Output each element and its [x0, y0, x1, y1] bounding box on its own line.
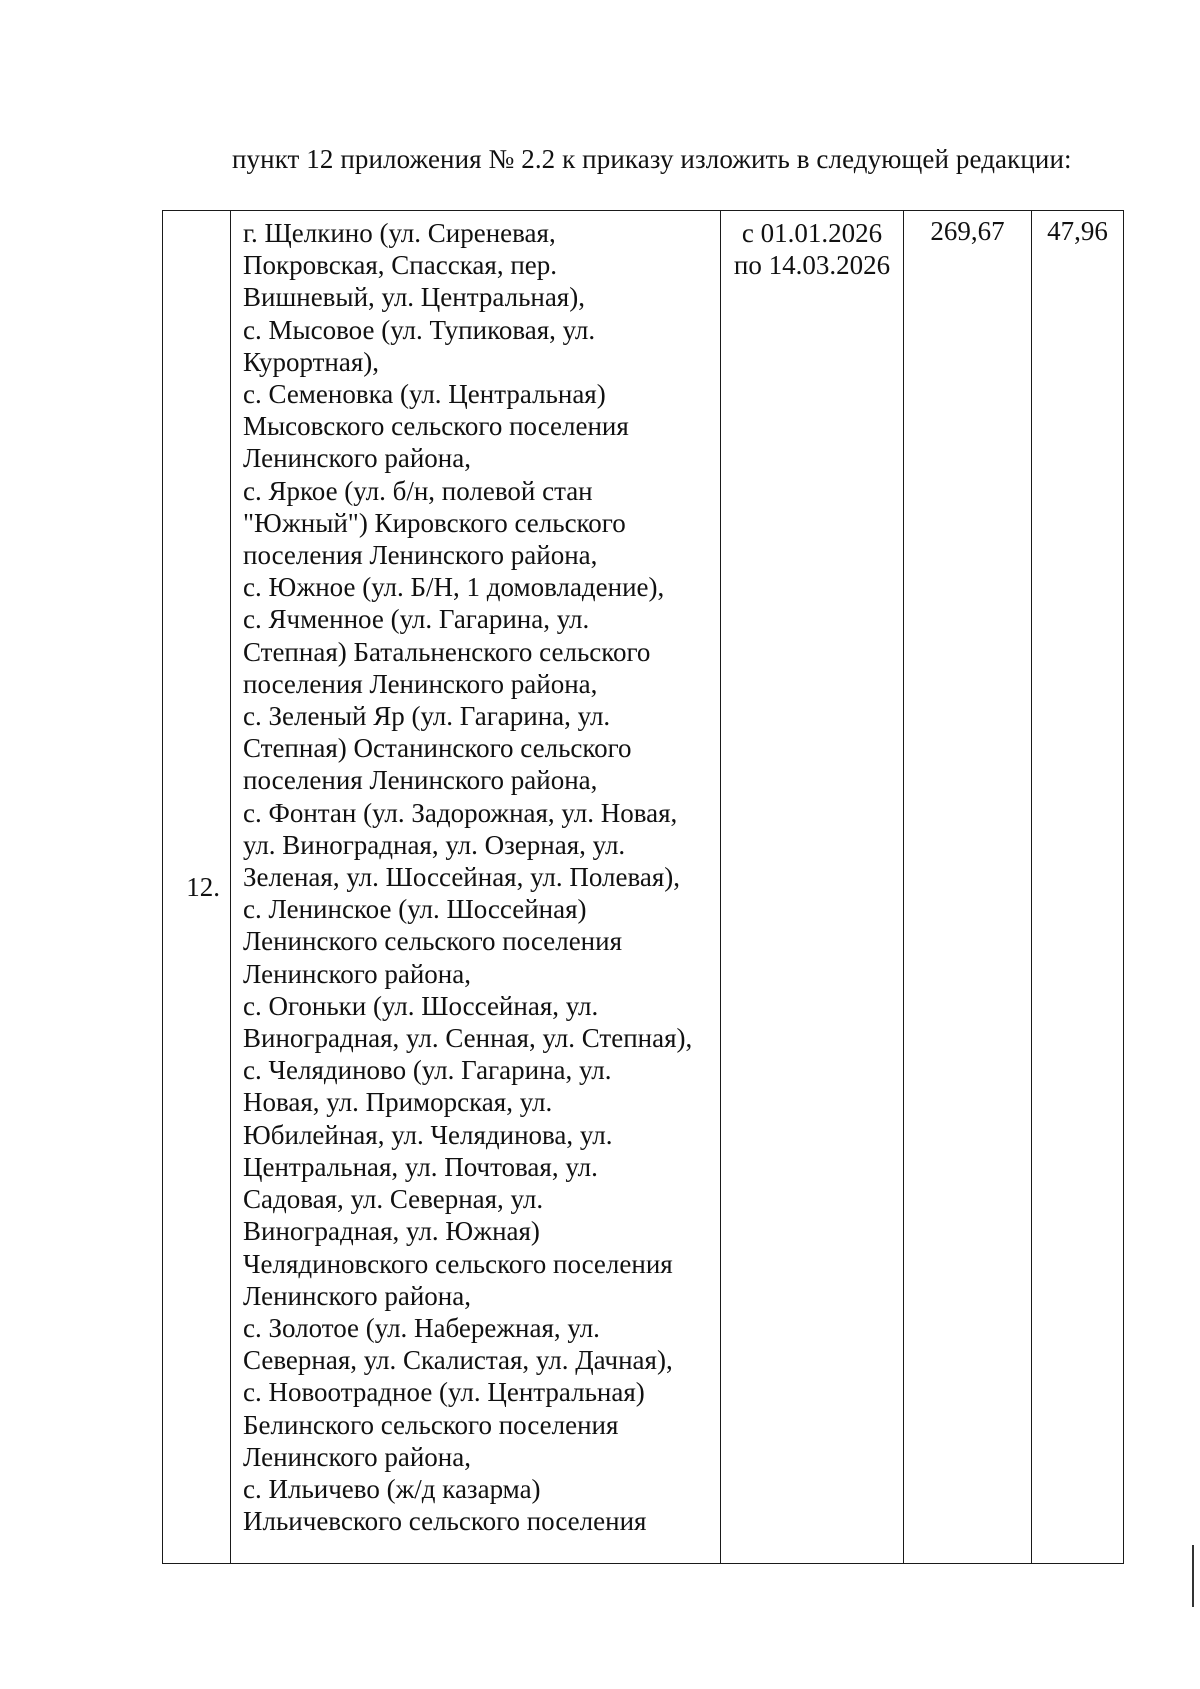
- address-line: с. Огоньки (ул. Шоссейная, ул.: [243, 990, 599, 1021]
- address-line: Белинского сельского поселения: [243, 1409, 619, 1440]
- address-line: Ленинского района,: [243, 443, 471, 474]
- address-line: Ильичевского сельского поселения: [243, 1506, 647, 1537]
- value-1-cell: 269,67: [904, 211, 1032, 1564]
- address-line: с. Мысовое (ул. Тупиковая, ул.: [243, 314, 596, 345]
- address-line: поселения Ленинского района,: [243, 540, 598, 571]
- address-line: Вишневый, ул. Центральная),: [243, 282, 585, 313]
- period-from: с 01.01.2026: [741, 218, 883, 248]
- address-line: Виноградная, ул. Южная): [243, 1216, 540, 1247]
- address-line: с. Новоотрадное (ул. Центральная): [243, 1377, 645, 1408]
- address-line: Ленинского района,: [243, 958, 471, 989]
- address-line: г. Щелкино (ул. Сиреневая,: [243, 218, 556, 248]
- address-line: с. Золотое (ул. Набережная, ул.: [243, 1312, 600, 1343]
- address-line: Ленинского сельского поселения: [243, 926, 623, 957]
- intro-text: пункт 12 приложения № 2.2 к приказу изложить в следующей редакции:: [232, 144, 1072, 174]
- row-number: 12.: [163, 211, 231, 1564]
- address-line: с. Зеленый Яр (ул. Гагарина, ул.: [243, 701, 611, 732]
- period-cell: [721, 211, 904, 1564]
- address-line: Ленинского района,: [243, 1441, 471, 1472]
- address-line: Садовая, ул. Северная, ул.: [243, 1184, 544, 1215]
- address-line: ул. Виноградная, ул. Озерная, ул.: [243, 829, 626, 860]
- address-line: Центральная, ул. Почтовая, ул.: [243, 1151, 598, 1182]
- address-line: с. Южное (ул. Б/Н, 1 домовладение),: [243, 572, 665, 603]
- address-line: с. Ячменное (ул. Гагарина, ул.: [243, 604, 590, 635]
- period-to: по 14.03.2026: [733, 250, 891, 281]
- table-row: [163, 211, 1124, 1564]
- address-line: Мысовского сельского поселения: [243, 411, 629, 442]
- address-line: Курортная),: [243, 346, 380, 377]
- address-line: Челядиновского сельского поселения: [243, 1248, 673, 1279]
- address-line: с. Ленинское (ул. Шоссейная): [243, 894, 587, 925]
- address-line: с. Ильичево (ж/д казарма): [243, 1473, 541, 1504]
- value-2-cell: 47,96: [1032, 211, 1124, 1564]
- scan-edge-mark: [1192, 1545, 1194, 1607]
- address-line: Зеленая, ул. Шоссейная, ул. Полевая),: [243, 862, 681, 893]
- address-line: поселения Ленинского района,: [243, 765, 598, 796]
- address-line: Покровская, Спасская, пер.: [243, 250, 558, 281]
- address-line: с. Челядиново (ул. Гагарина, ул.: [243, 1055, 612, 1086]
- address-cell: [231, 211, 721, 1564]
- address-line: Ленинского района,: [243, 1280, 471, 1311]
- address-line: Виноградная, ул. Сенная, ул. Степная),: [243, 1023, 693, 1054]
- address-lines: [243, 217, 716, 1537]
- address-line: Новая, ул. Приморская, ул.: [243, 1087, 553, 1118]
- address-line: Степная) Останинского сельского: [243, 733, 632, 764]
- address-line: поселения Ленинского района,: [243, 668, 598, 699]
- rates-table: [162, 210, 1124, 1564]
- address-line: Степная) Батальненского сельского: [243, 636, 651, 667]
- address-line: с. Семеновка (ул. Центральная): [243, 379, 606, 410]
- address-line: Северная, ул. Скалистая, ул. Дачная),: [243, 1345, 673, 1376]
- address-line: с. Фонтан (ул. Задорожная, ул. Новая,: [243, 797, 678, 828]
- address-line: Юбилейная, ул. Челядинова, ул.: [243, 1119, 613, 1150]
- address-line: с. Яркое (ул. б/н, полевой стан: [243, 475, 593, 506]
- address-line: "Южный") Кировского сельского: [243, 507, 626, 538]
